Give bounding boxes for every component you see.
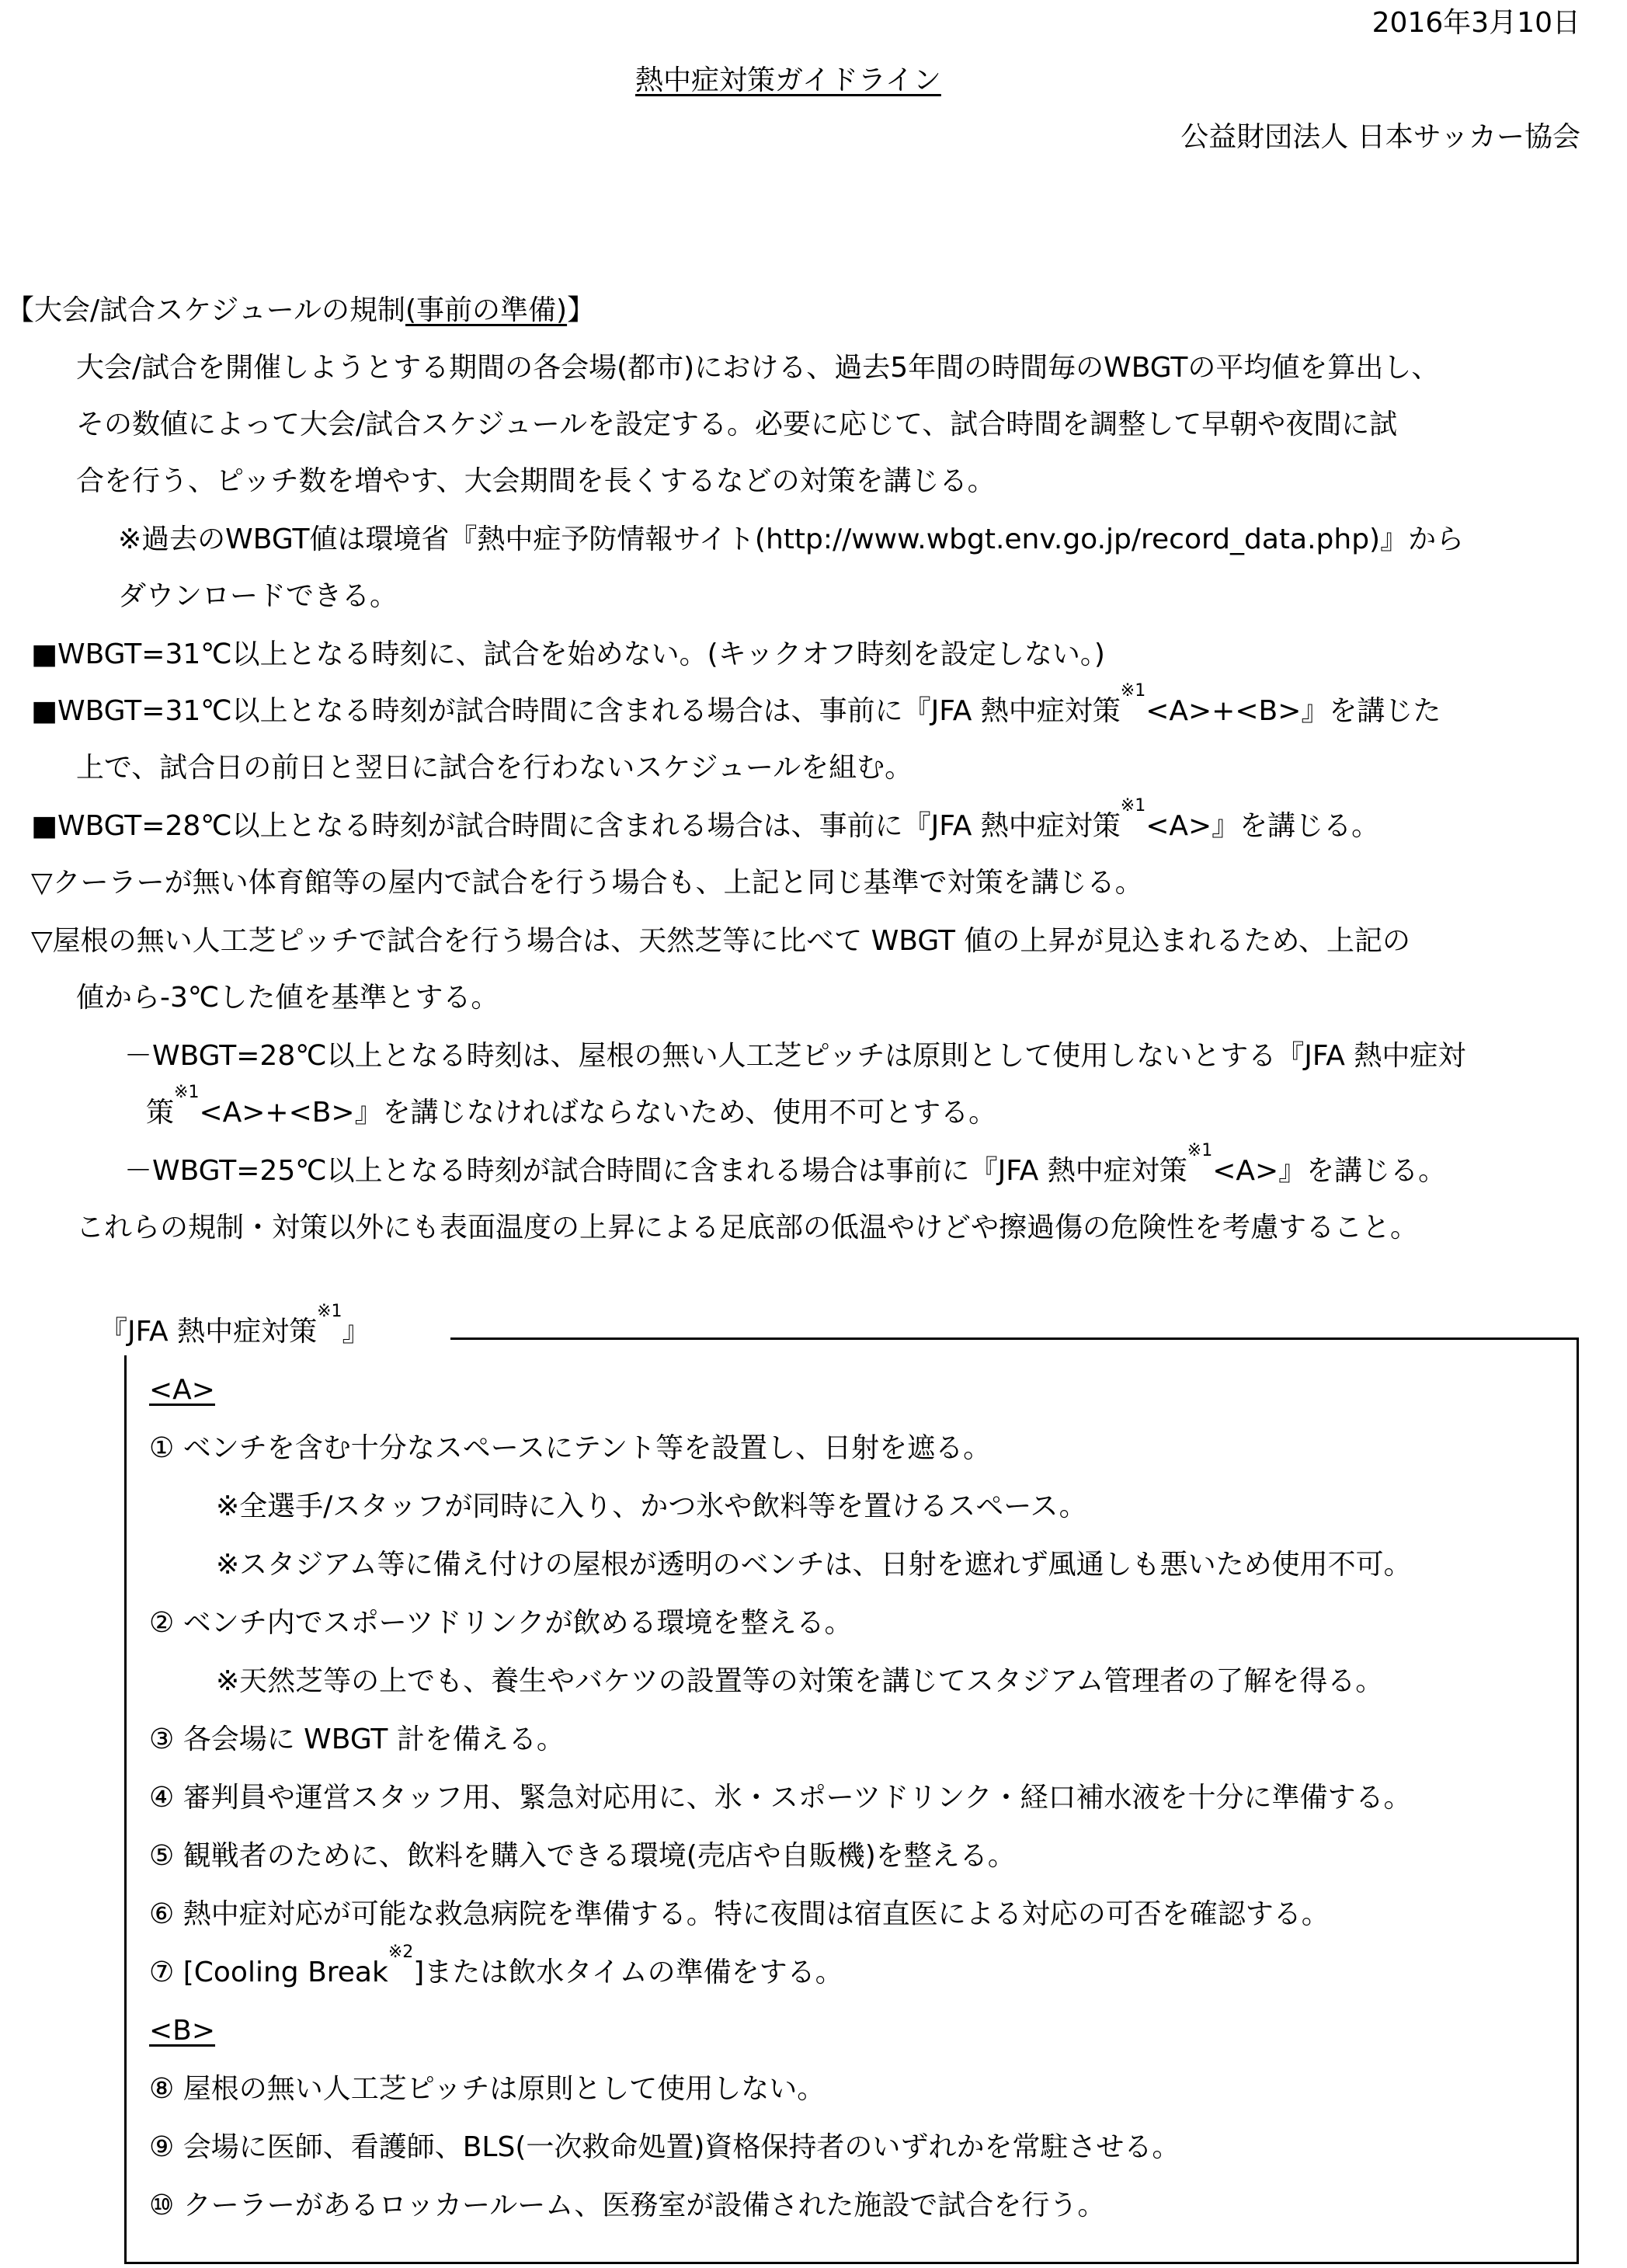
rule2-footnote-mark: ※1 xyxy=(1120,681,1146,701)
item-a3: ③ 各会場に WBGT 計を備える。 xyxy=(149,1724,565,1755)
intro-line-3: 合を行う、ピッチ数を増やす、大会期間を長くするなどの対策を講じる。 xyxy=(76,465,996,497)
box-top-border xyxy=(450,1337,1577,1340)
section-heading-underlined: (事前の準備) xyxy=(405,294,568,326)
rule-wbgt-31-schedule-cont: 上で、試合日の前日と翌日に試合を行わないスケジュールを組む。 xyxy=(76,752,913,784)
subrule-wbgt-28-1: －WBGT=28℃以上となる時刻は、屋根の無い人工芝ピッチは原則として使用しないとする『JFA 熱中症対 xyxy=(124,1040,1466,1072)
item-a2: ② ベンチ内でスポーツドリンクが飲める環境を整える。 xyxy=(149,1607,853,1639)
box-title-post: 』 xyxy=(342,1316,370,1348)
box-left-border xyxy=(124,1355,127,2264)
group-b-label: <B> xyxy=(149,2015,216,2047)
item-a2-note: ※天然芝等の上でも、養生やバケツの設置等の対策を講じてスタジアム管理者の了解を得る。 xyxy=(216,1665,1384,1697)
section-heading-prefix: 【大会/試合スケジュールの規制 xyxy=(6,294,405,326)
item-a6: ⑥ 熱中症対応が可能な救急病院を準備する。特に夜間は宿直医による対応の可否を確認する。 xyxy=(149,1898,1330,1930)
rule-artificial-turf-2: 値から-3℃した値を基準とする。 xyxy=(76,982,499,1014)
item-b9: ⑨ 会場に医師、看護師、BLS(一次救命処置)資格保持者のいずれかを常駐させる。 xyxy=(149,2131,1180,2163)
subrule1-text-pre: 策 xyxy=(146,1097,175,1129)
rule3-text-pre: ■WBGT=28℃以上となる時刻が試合時間に含まれる場合は、事前に『JFA 熱中症対策 xyxy=(31,810,1121,842)
subrule2-text-post: <A>』を講じる。 xyxy=(1212,1155,1447,1187)
item-a1-note-2: ※スタジアム等に備え付けの屋根が透明のベンチは、日射を遮れず風通しも悪いため使用不可。 xyxy=(216,1549,1412,1581)
item-b10: ⑩ クーラーがあるロッカールーム、医務室が設備された施設で試合を行う。 xyxy=(149,2190,1106,2221)
subrule-wbgt-28-2 xyxy=(146,1083,997,1129)
item-b8: ⑧ 屋根の無い人工芝ピッチは原則として使用しない。 xyxy=(149,2073,826,2105)
document-title: 熱中症対策ガイドライン xyxy=(635,64,941,96)
rule-artificial-turf-1: ▽屋根の無い人工芝ピッチで試合を行う場合は、天然芝等に比べて WBGT 値の上昇が見込まれるため、上記の xyxy=(31,925,1410,957)
intro-line-1: 大会/試合を開催しようとする期間の各会場(都市)における、過去5年間の時間毎のWBGTの平均値を算出し、 xyxy=(76,352,1440,384)
rule2-text-pre: ■WBGT=31℃以上となる時刻が試合時間に含まれる場合は、事前に『JFA 熱中症対策 xyxy=(31,695,1121,727)
organization-name: 公益財団法人 日本サッカー協会 xyxy=(1180,121,1580,153)
subrule2-footnote-mark: ※1 xyxy=(1187,1141,1213,1160)
subrule2-text-pre: －WBGT=25℃以上となる時刻が試合時間に含まれる場合は事前に『JFA 熱中症対策 xyxy=(124,1155,1187,1187)
rule2-text-post: <A>+<B>』を講じた xyxy=(1146,695,1441,727)
item-a7 xyxy=(149,1943,843,1989)
subrule1-footnote-mark: ※1 xyxy=(174,1083,200,1102)
group-a-label: <A> xyxy=(149,1374,215,1406)
box-title-footnote-mark: ※1 xyxy=(317,1302,342,1321)
wbgt-data-note-1: ※過去のWBGT値は環境省『熱中症予防情報サイト(http://www.wbgt.env.go.jp/record_data.php)』から xyxy=(118,524,1465,555)
rule-wbgt-28 xyxy=(31,796,1380,843)
item-a1: ① ベンチを含む十分なスペースにテント等を設置し、日射を遮る。 xyxy=(149,1432,992,1464)
closing-remark: これらの規制・対策以外にも表面温度の上昇による足底部の低温やけどや擦過傷の危険性を考慮すること。 xyxy=(76,1212,1419,1244)
section-heading xyxy=(6,294,595,327)
intro-line-2: その数値によって大会/試合スケジュールを設定する。必要に応じて、試合時間を調整して早朝や夜間に試 xyxy=(76,409,1398,440)
item-a7-footnote-mark: ※2 xyxy=(388,1943,414,1962)
item-a7-pre: ⑦ [Cooling Break xyxy=(149,1957,388,1988)
box-title xyxy=(99,1302,370,1348)
wbgt-data-note-2: ダウンロードできる。 xyxy=(118,580,398,612)
subrule-wbgt-25 xyxy=(124,1141,1447,1188)
rule-wbgt-31-kickoff: ■WBGT=31℃以上となる時刻に、試合を始めない。(キックオフ時刻を設定しない。) xyxy=(31,638,1105,670)
box-right-border xyxy=(1577,1337,1579,2264)
rule3-footnote-mark: ※1 xyxy=(1120,796,1146,816)
rule-wbgt-31-schedule xyxy=(31,681,1441,728)
rule3-text-post: <A>』を講じる。 xyxy=(1146,810,1380,842)
item-a4: ④ 審判員や運営スタッフ用、緊急対応用に、氷・スポーツドリンク・経口補水液を十分に準備する。 xyxy=(149,1782,1412,1814)
document-date: 2016年3月10日 xyxy=(1371,7,1580,39)
rule-indoor: ▽クーラーが無い体育館等の屋内で試合を行う場合も、上記と同じ基準で対策を講じる。 xyxy=(31,867,1143,899)
box-title-pre: 『JFA 熱中症対策 xyxy=(99,1316,318,1348)
section-heading-suffix: 】 xyxy=(567,294,596,326)
item-a5: ⑤ 観戦者のために、飲料を購入できる環境(売店や自販機)を整える。 xyxy=(149,1840,1016,1872)
item-a7-post: ]または飲水タイムの準備をする。 xyxy=(413,1957,843,1988)
item-a1-note-1: ※全選手/スタッフが同時に入り、かつ氷や飲料等を置けるスペース。 xyxy=(216,1491,1087,1522)
box-bottom-border xyxy=(124,2262,1579,2264)
subrule1-text-post: <A>+<B>』を講じなければならないため、使用不可とする。 xyxy=(199,1097,997,1129)
